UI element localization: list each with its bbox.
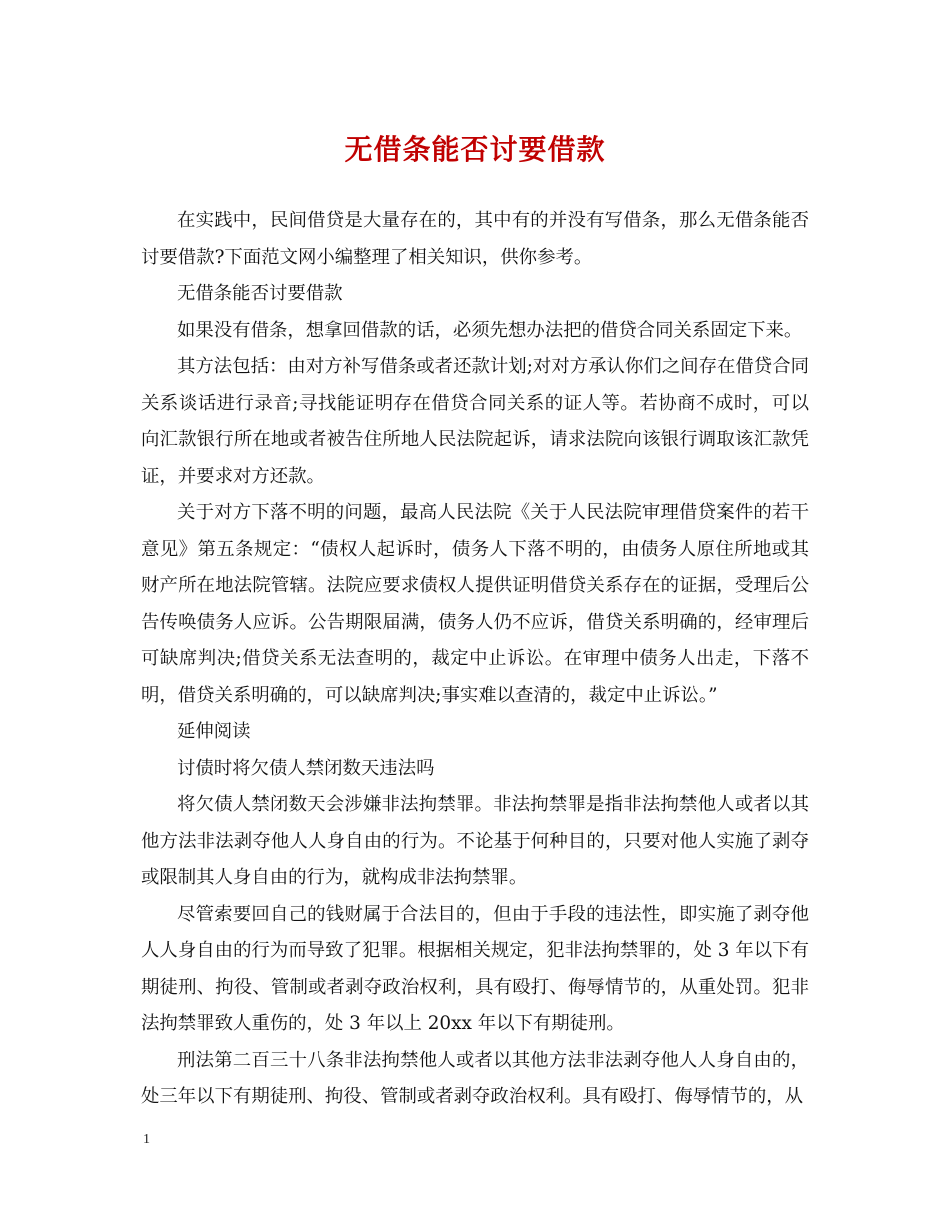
paragraph-methods: 其方法包括：由对方补写借条或者还款计划;对对方承认你们之间存在借贷合同关系谈话进行录音;寻找能证明存在借贷合同关系的证人等。若协商不成时，可以向汇款银行所在地或者被告住所地人民法院起诉，请求法院向该银行调取该汇款凭证，并要求对方还款。	[141, 356, 809, 487]
page-number: 1	[143, 1132, 150, 1147]
document-body	[141, 203, 809, 1116]
document-title: 无借条能否讨要借款	[344, 133, 606, 166]
paragraph-fix-relationship: 如果没有借条，想拿回借款的话，必须先想办法把的借贷合同关系固定下来。	[177, 319, 803, 341]
paragraph-illegal-detention: 将欠债人禁闭数天会涉嫌非法拘禁罪。非法拘禁罪是指非法拘禁他人或者以其他方法非法剥夺他人人身自由的行为。不论基于何种目的，只要对他人实施了剥夺或限制其人身自由的行为，就构成非法拘禁罪。	[141, 794, 809, 888]
paragraph-extended-reading: 延伸阅读	[177, 721, 251, 742]
paragraph-subheading-main: 无借条能否讨要借款	[177, 283, 343, 304]
paragraph-missing-debtor: 关于对方下落不明的问题，最高人民法院《关于人民法院审理借贷案件的若干意见》第五条规定：“债权人起诉时，债务人下落不明的，由债务人原住所地或其财产所在地法院管辖。法院应要求债权人提供证明借贷关系存在的证据，受理后公告传唤债务人应诉。公告期限届满，债务人仍不应诉，借贷关系明确的，经审理后可缺席判决;借贷关系无法查明的，裁定中止诉讼。在审理中债务人出走，下落不明，借贷关系明确的，可以缺席判决;事实难以查清的，裁定中止诉讼。”	[141, 502, 809, 706]
paragraph-penalties: 尽管索要回自己的钱财属于合法目的，但由于手段的违法性，即实施了剥夺他人人身自由的行为而导致了犯罪。根据相关规定，犯非法拘禁罪的，处 3 年以下有期徒刑、拘役、管制或者剥夺政治权利，具有殴打、侮辱情节的，从重处罚。犯非法拘禁罪致人重伤的，处 3 年以上 20xx 年以下有期徒刑。	[141, 903, 809, 1034]
paragraph-intro: 在实践中，民间借贷是大量存在的，其中有的并没有写借条，那么无借条能否讨要借款?下面范文网小编整理了相关知识，供你参考。	[141, 210, 809, 268]
paragraph-subheading-detention: 讨债时将欠债人禁闭数天违法吗	[177, 757, 435, 779]
paragraph-criminal-law: 刑法第二百三十八条非法拘禁他人或者以其他方法非法剥夺他人人身自由的，处三年以下有期徒刑、拘役、管制或者剥夺政治权利。具有殴打、侮辱情节的，从	[141, 1049, 809, 1107]
